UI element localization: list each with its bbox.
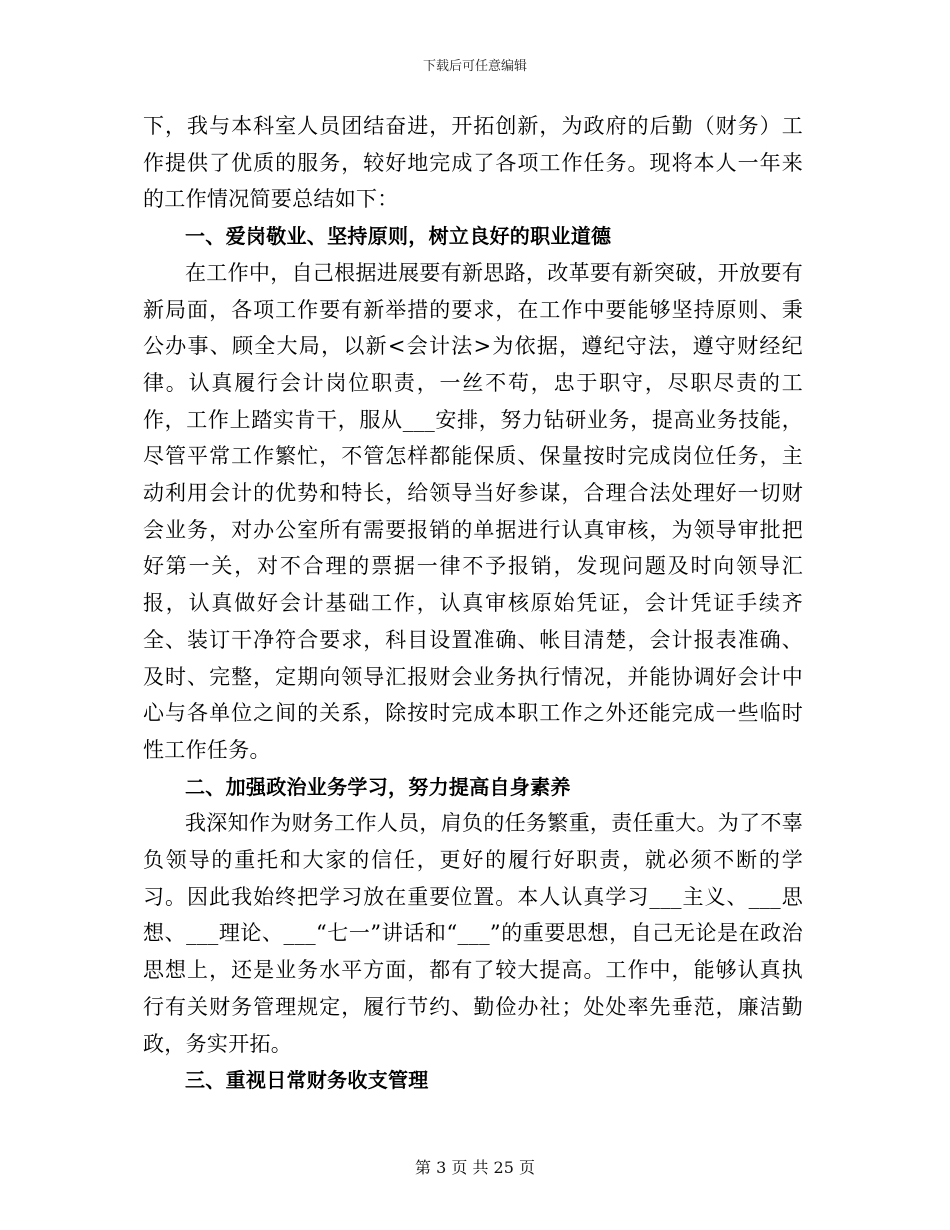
paragraph-section-2: 我深知作为财务工作人员，肩负的任务繁重，责任重大。为了不辜负领导的重托和大家的信任，更好的履行好职责，就必须不断的学习。因此我始终把学习放在重要位置。本人认真学习___主义、___思想、___理论、___“七一”讲话和“___”的重要思想，自己无论是在政治思想上，还是业务水平方面，都有了较大提高。工作中，能够认真执行有关财务管理规定，履行节约、勤俭办社；处处率先垂范，廉洁勤政，务实开拓。 xyxy=(143,811,803,1056)
section-heading-2: 二、加强政治业务学习，努力提高自身素养 xyxy=(185,774,571,799)
document-body xyxy=(143,108,803,1099)
section-heading-3: 三、重视日常财务收支管理 xyxy=(185,1068,429,1093)
section-heading-1: 一、爱岗敬业、坚持原则，树立良好的职业道德 xyxy=(185,224,612,249)
paragraph-continuation: 下，我与本科室人员团结奋进，开拓创新，为政府的后勤（财务）工作提供了优质的服务，较好地完成了各项工作任务。现将本人一年来的工作情况简要总结如下： xyxy=(143,114,803,212)
page-number-footer: 第 3 页 共 25 页 xyxy=(415,1158,535,1177)
paragraph-section-1: 在工作中，自己根据进展要有新思路，改革要有新突破，开放要有新局面，各项工作要有新举措的要求，在工作中要能够坚持原则、秉公办事、顾全大局，以新<会计法>为依据，遵纪守法，遵守财经纪律。认真履行会计岗位职责，一丝不苟，忠于职守，尽职尽责的工作，工作上踏实肯干，服从___安排，努力钻研业务，提高业务技能，尽管平常工作繁忙，不管怎样都能保质、保量按时完成岗位任务，主动利用会计的优势和特长，给领导当好参谋，合理合法处理好一切财会业务，对办公室所有需要报销的单据进行认真审核，为领导审批把好第一关，对不合理的票据一律不予报销，发现问题及时向领导汇报，认真做好会计基础工作，认真审核原始凭证，会计凭证手续齐全、装订干净符合要求，科目设置准确、帐目清楚，会计报表准确、及时、完整，定期向领导汇报财会业务执行情况，并能协调好会计中心与各单位之间的关系，除按时完成本职工作之外还能完成一些临时性工作任务。 xyxy=(143,260,803,762)
page-header-note: 下载后可任意编辑 xyxy=(422,59,527,74)
